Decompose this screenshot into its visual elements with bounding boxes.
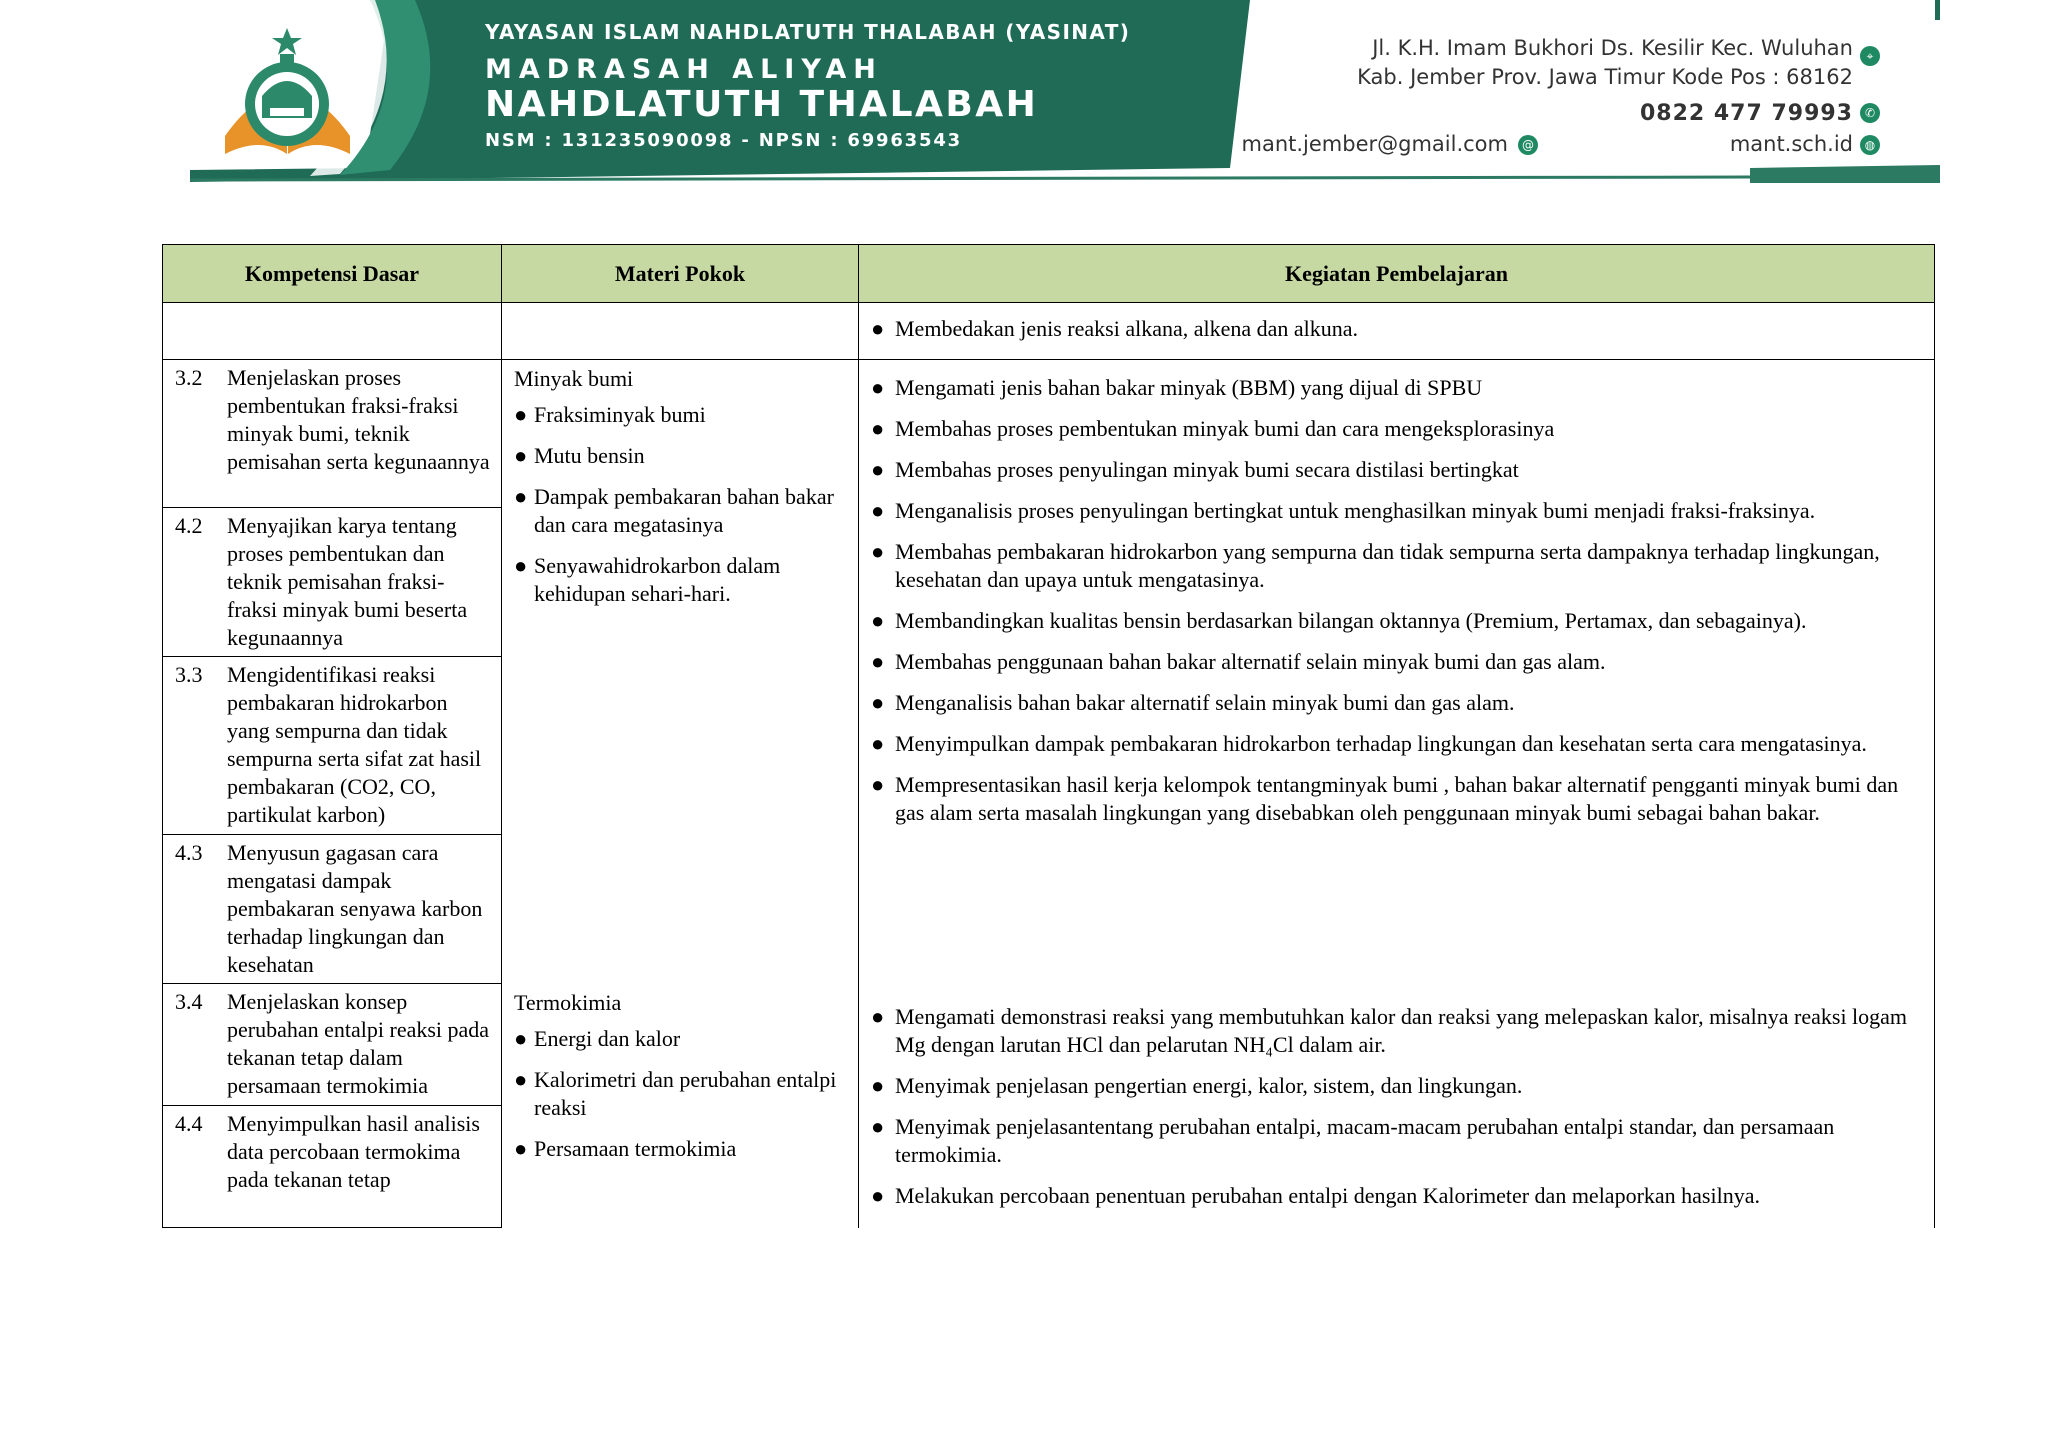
list-item: ● Melakukan percobaan penentuan perubahan entalpi dengan Kalorimeter dan melaporkan hasilnya. [871, 1183, 1760, 1208]
kd-item [163, 360, 501, 508]
header-kegiatan-pembelajaran: Kegiatan Pembelajaran [859, 245, 1935, 303]
bullet-icon: ● [514, 1067, 528, 1092]
location-icon: ⌖ [1860, 46, 1880, 66]
bullet-icon: ● [871, 772, 885, 797]
bullet-icon: ● [871, 649, 885, 674]
empty-cell [163, 303, 502, 360]
list-item: ● Mutu bensin [514, 443, 645, 468]
bullet-icon: ● [514, 484, 528, 509]
bullet-icon: ● [871, 608, 885, 633]
list-item: ● Mengamati jenis bahan bakar minyak (BBM) yang dijual di SPBU [871, 375, 1483, 400]
bullet-icon: ● [871, 375, 885, 400]
kd-number: 3.2 [175, 365, 203, 390]
phone-number: 0822 477 79993 [1639, 101, 1853, 126]
bullet-icon: ● [871, 416, 885, 441]
nsm-npsn: NSM : 131235090098 - NPSN : 69963543 [485, 130, 962, 151]
bullet-icon: ● [514, 1026, 528, 1051]
bullet-icon: ● [871, 690, 885, 715]
list-item: ● Menyimpulkan dampak pembakaran hidrokarbon terhadap lingkungan dan kesehatan serta cara mengatasinya. [871, 731, 1867, 756]
list-item: ● Mengamati demonstrasi reaksi yang membutuhkan kalor dan reaksi yang melepaskan kalor, misalnya reaksi logam Mg dengan larutan HCl dan pelarutan NH₄Cl dalam air. [871, 1004, 1908, 1057]
list-item: ● Fraksiminyak bumi [514, 402, 706, 427]
list-item: ● Senyawahidrokarbon dalam kehidupan sehari-hari. [514, 553, 781, 606]
bullet-icon: ● [514, 443, 528, 468]
website: mant.sch.id [1729, 132, 1853, 156]
address-line-1: Jl. K.H. Imam Bukhori Ds. Kesilir Kec. Wuluhan [1372, 36, 1853, 60]
kd-number: 4.3 [175, 840, 203, 865]
kd-item [163, 984, 501, 1106]
materi-title: Minyak bumi [514, 366, 634, 391]
bullet-icon: ● [871, 1183, 885, 1208]
materi-title: Termokimia [514, 990, 622, 1015]
madrasah-label: MADRASAH ALIYAH [485, 54, 883, 85]
school-name: NAHDLATUTH THALABAH [485, 84, 1039, 125]
list-item: ● Menyimak penjelasan pengertian energi, kalor, sistem, dan lingkungan. [871, 1073, 1523, 1098]
bullet-icon: ● [871, 498, 885, 523]
kegiatan-block [859, 360, 1934, 1000]
table-row [163, 303, 1935, 360]
table-header-row [163, 245, 1935, 303]
list-item: ● Persamaan termokimia [514, 1136, 737, 1161]
email-address: mant.jember@gmail.com [1241, 132, 1508, 156]
email-icon: @ [1518, 135, 1538, 155]
kegiatan-cell [859, 303, 1935, 360]
bullet-icon: ● [871, 539, 885, 564]
bullet-icon: ● [871, 316, 885, 341]
bullet-icon: ● [871, 1004, 885, 1029]
kd-number: 3.3 [175, 662, 203, 687]
bullet-icon: ● [871, 731, 885, 756]
bullet-icon: ● [514, 402, 528, 427]
header-kompetensi-dasar: Kompetensi Dasar [163, 245, 502, 303]
kd-text: Menyajikan karya tentang proses pembentukan dan teknik pemisahan fraksi-fraksi minyak bumi beserta kegunaannya [227, 513, 468, 650]
materi-block [502, 984, 858, 1178]
bullet-icon: ● [871, 1114, 885, 1139]
kd-item [163, 835, 501, 984]
list-item: ● Membahas penggunaan bahan bakar alternatif selain minyak bumi dan gas alam. [871, 649, 1606, 674]
list-item: ● Energi dan kalor [514, 1026, 681, 1051]
kd-text: Menjelaskan proses pembentukan fraksi-fraksi minyak bumi, teknik pemisahan serta kegunaannya [227, 365, 490, 474]
kd-number: 3.4 [175, 989, 203, 1014]
school-logo-icon [220, 26, 355, 161]
bullet-icon: ● [871, 457, 885, 482]
list-item: ● Mempresentasikan hasil kerja kelompok tentangminyak bumi , bahan bakar alternatif pengganti minyak bumi dan gas alam serta masalah lingkungan yang disebabkan oleh penggunaan minyak bumi sebagai bahan bakar. [871, 772, 1899, 825]
list-item: ● Membandingkan kualitas bensin berdasarkan bilangan oktannya (Premium, Pertamax, dan sebagainya). [871, 608, 1807, 633]
kd-text: Mengidentifikasi reaksi pembakaran hidrokarbon yang sempurna dan tidak sempurna serta sifat zat hasil pembakaran (CO2, CO, partikulat karbon) [227, 662, 482, 827]
kd-text: Menjelaskan konsep perubahan entalpi reaksi pada tekanan tetap dalam persamaan termokimia [227, 989, 490, 1098]
letterhead [190, 0, 1940, 183]
materi-cell [502, 360, 859, 1229]
materi-block [502, 360, 858, 984]
bullet-icon: ● [871, 1073, 885, 1098]
kd-item [163, 508, 501, 657]
bullet-icon: ● [514, 553, 528, 578]
kd-number: 4.2 [175, 513, 203, 538]
kd-item [163, 1106, 501, 1228]
kd-number: 4.4 [175, 1111, 203, 1136]
list-item: ● Membahas proses penyulingan minyak bumi secara distilasi bertingkat [871, 457, 1519, 482]
whatsapp-icon: ✆ [1860, 103, 1880, 123]
kd-item [163, 657, 501, 835]
kompetensi-cell [163, 360, 502, 1229]
kd-text: Menyimpulkan hasil analisis data percobaan termokima pada tekanan tetap [227, 1111, 480, 1192]
address-line-2: Kab. Jember Prov. Jawa Timur Kode Pos : 68162 [1357, 65, 1853, 89]
syllabus-table [162, 244, 1935, 1228]
list-item: ● Dampak pembakaran bahan bakar dan cara megatasinya [514, 484, 834, 537]
list-item: ● Membedakan jenis reaksi alkana, alkena dan alkuna. [871, 316, 1359, 341]
list-item: ● Menganalisis proses penyulingan bertingkat untuk menghasilkan minyak bumi menjadi fraksi-fraksinya. [871, 498, 1816, 523]
kegiatan-cell [859, 360, 1935, 1229]
kd-text: Menyusun gagasan cara mengatasi dampak pembakaran senyawa karbon terhadap lingkungan dan kesehatan [227, 840, 483, 977]
kegiatan-block [859, 1000, 1934, 1210]
empty-cell [502, 303, 859, 360]
list-item: ● Membahas pembakaran hidrokarbon yang sempurna dan tidak sempurna serta dampaknya terhadap lingkungan, kesehatan dan upaya untuk mengatasinya. [871, 539, 1880, 592]
bullet-icon: ● [514, 1136, 528, 1161]
list-item: ● Menyimak penjelasantentang perubahan entalpi, macam-macam perubahan entalpi standar, dan persamaan termokimia. [871, 1114, 1835, 1167]
list-item: ● Menganalisis bahan bakar alternatif selain minyak bumi dan gas alam. [871, 690, 1515, 715]
list-item: ● Membahas proses pembentukan minyak bumi dan cara mengeksplorasinya [871, 416, 1555, 441]
table-row [163, 360, 1935, 1229]
foundation-name: YAYASAN ISLAM NAHDLATUTH THALABAH (YASINAT) [485, 20, 1131, 44]
header-materi-pokok: Materi Pokok [502, 245, 859, 303]
list-item: ● Kalorimetri dan perubahan entalpi reaksi [514, 1067, 837, 1120]
globe-icon: ◍ [1860, 135, 1880, 155]
